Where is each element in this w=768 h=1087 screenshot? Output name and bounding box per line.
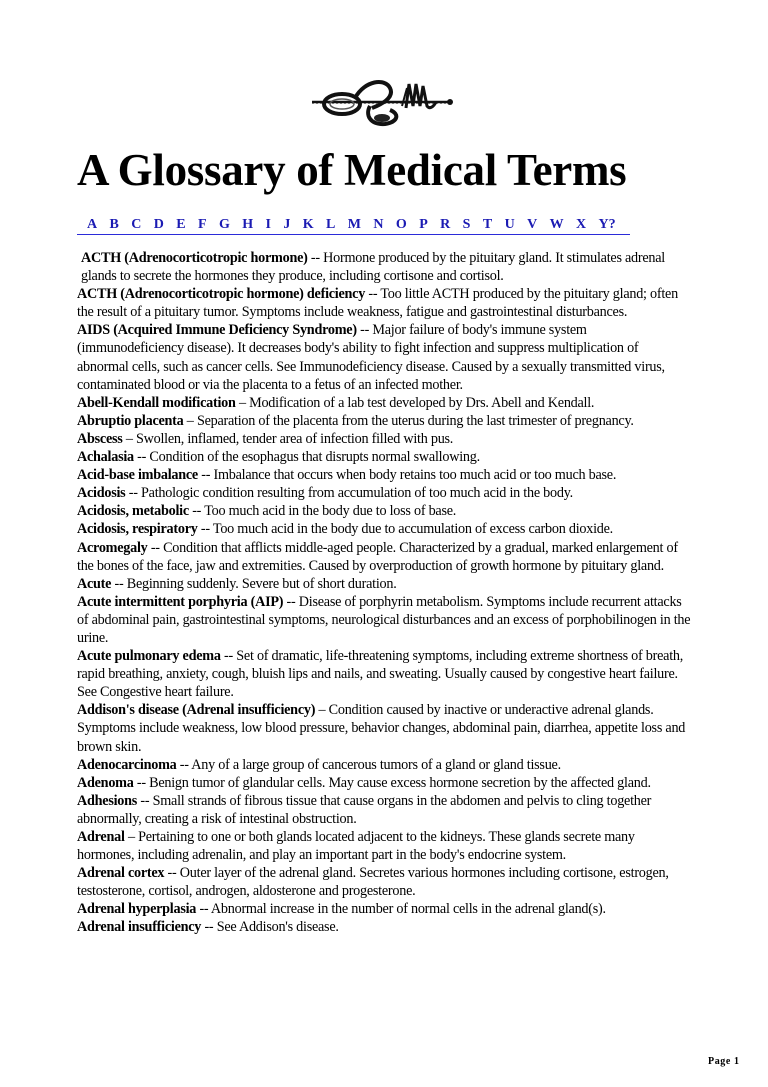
glossary-entry (77, 864, 692, 900)
entry-separator: – (315, 702, 329, 719)
entry-term: Acute intermittent porphyria (AIP) (77, 593, 284, 610)
entry-term: Abell-Kendall modification (77, 394, 236, 411)
alpha-link-k[interactable]: K (302, 217, 314, 232)
entry-term: ACTH (Adrenocorticotropic hormone) deficiency (77, 286, 366, 303)
entry-term: Adrenal hyperplasia (77, 901, 197, 918)
glossary-entry (77, 701, 692, 755)
page-title: A Glossary of Medical Terms (77, 145, 627, 195)
entry-term: ACTH (Adrenocorticotropic hormone) (81, 250, 308, 266)
entry-definition: Pertaining to one or both glands located adjacent to the kidneys. These glands secrete many hormones, including adrenalin, and play an important part in the body's endocrine system. (77, 829, 635, 864)
glossary-entry (77, 520, 692, 538)
glossary-entry (77, 321, 692, 393)
alpha-link-b[interactable]: B (109, 217, 119, 232)
entry-separator: -- (197, 521, 213, 538)
entry-definition: Benign tumor of glandular cells. May cause excess hormone secretion by the affected gland. (149, 774, 651, 791)
entry-definition: Too much acid in the body due to loss of base. (204, 503, 457, 520)
entry-separator: – (183, 412, 197, 429)
entry-definition: Any of a large group of cancerous tumors of a gland or gland tissue. (191, 756, 561, 773)
entry-separator: -- (133, 449, 150, 466)
entry-term: Adrenal cortex (77, 865, 165, 882)
entry-definition: Outer layer of the adrenal gland. Secretes various hormones including cortisone, estrogen, testosterone, cortisol, androgen, aldosterone and progesterone. (77, 865, 669, 900)
entry-separator: -- (188, 503, 205, 520)
alpha-link-h[interactable]: H (242, 217, 254, 232)
alpha-link-g[interactable]: G (218, 217, 230, 232)
entry-term: Achalasia (77, 449, 134, 466)
entry-definition: Hormone produced by the pituitary gland. It stimulates adrenal glands to secrete the hormones they produce, including cortisone and cortisol. (81, 250, 666, 285)
alpha-link-p[interactable]: P (419, 217, 428, 232)
entry-separator: -- (196, 901, 211, 918)
entry-term: Abruptio placenta (77, 412, 184, 429)
entry-separator: – (122, 430, 136, 447)
entry-definition: Imbalance that occurs when body retains too much acid or too much base. (213, 467, 617, 484)
entry-term: Acid-base imbalance (77, 467, 198, 484)
glossary-entry (77, 918, 692, 936)
alpha-link-m[interactable]: M (347, 217, 361, 232)
entry-separator: -- (307, 250, 324, 266)
glossary-entry (77, 792, 692, 828)
alpha-link-j[interactable]: J (283, 217, 291, 232)
glossary-entry (77, 593, 692, 647)
entry-definition: Small strands of fibrous tissue that cause organs in the abdomen and pelvis to cling together abnormally, creating a risk of intestinal obstruction. (77, 792, 652, 827)
entry-definition: Modification of a lab test developed by Drs. Abell and Kendall. (249, 394, 595, 411)
logo (310, 70, 455, 130)
entry-term: Acidosis (77, 485, 126, 502)
glossary-entry (77, 394, 692, 412)
glossary-entry (77, 575, 692, 593)
glossary-entry (77, 430, 692, 448)
entry-definition: Separation of the placenta from the uterus during the last trimester of pregnancy. (196, 412, 634, 429)
entry-separator: -- (220, 648, 237, 665)
alpha-link-v[interactable]: V (527, 217, 538, 232)
glossary-entry (77, 774, 692, 792)
entry-separator: -- (133, 774, 150, 791)
entry-term: Adenocarcinoma (77, 756, 177, 773)
alpha-link-s[interactable]: S (462, 217, 471, 232)
entry-definition: See Addison's disease. (216, 919, 339, 936)
entry-separator: -- (111, 575, 127, 592)
entry-definition: Set of dramatic, life-threatening symptoms, including extreme shortness of breath, rapid breathing, anxiety, cough, bluish lips and nails, and sweating. Usually caused by congestive heart failure. See Congestive heart failure. (77, 648, 684, 701)
alpha-link-c[interactable]: C (131, 217, 142, 232)
entry-definition: Pathologic condition resulting from accumulation of too much acid in the body. (141, 485, 573, 502)
glossary-entry (77, 828, 692, 864)
entry-term: Acromegaly (77, 539, 148, 556)
entry-separator: -- (147, 539, 164, 556)
alpha-link-r[interactable]: R (440, 217, 451, 232)
page-number: Page 1 (708, 1056, 740, 1067)
glossary-entry (77, 539, 692, 575)
glossary-entry (77, 647, 692, 701)
glossary-entry (77, 484, 692, 502)
entry-separator: -- (356, 322, 373, 339)
alpha-link-a[interactable]: A (87, 217, 98, 232)
entry-term: Acute pulmonary edema (77, 648, 221, 665)
glossary-entry (77, 285, 692, 321)
entry-definition: Condition caused by inactive or underactive adrenal glands. Symptoms include weakness, low blood pressure, behavior changes, abdominal pain, diarrhea, appetite loss and brown skin. (77, 702, 686, 755)
entry-definition: Condition that afflicts middle-aged people. Characterized by a gradual, marked enlargement of the bones of the face, jaw and extremities. Caused by overproduction of growth hormone by pituitary gland. (77, 539, 678, 574)
entry-separator: -- (176, 756, 192, 773)
alpha-link-e[interactable]: E (176, 217, 186, 232)
glossary-entry (77, 466, 692, 484)
alpha-link-y[interactable]: Y? (598, 217, 616, 232)
entry-separator: – (124, 829, 139, 845)
entry-separator: -- (197, 467, 214, 484)
entry-term: Abscess (77, 430, 123, 447)
alpha-link-x[interactable]: X (576, 217, 587, 232)
entry-term: Acute (77, 575, 112, 592)
alpha-link-t[interactable]: T (482, 217, 493, 232)
entry-separator: -- (283, 593, 299, 610)
entry-separator: -- (201, 919, 217, 936)
glossary-entry (77, 412, 692, 430)
entry-definition: Beginning suddenly. Severe but of short duration. (126, 575, 397, 592)
entry-separator: -- (137, 792, 153, 809)
entry-separator: -- (164, 865, 180, 882)
glossary-list (77, 249, 692, 937)
entry-definition: Abnormal increase in the number of normal cells in the adrenal gland(s). (210, 901, 606, 918)
entry-term: Adhesions (77, 792, 138, 809)
entry-term: Acidosis, respiratory (77, 521, 198, 538)
glossary-entry (77, 756, 692, 774)
entry-definition: Too little ACTH produced by the pituitary gland; often the result of a pituitary tumor. Symptoms include weakness, fatigue and gastrointestinal disturbances. (77, 286, 678, 321)
entry-definition: Major failure of body's immune system (immunodeficiency disease). It decreases body's ability to fight infection and suppress multiplication of abnormal cells, such as cancer cells. See Immunodeficiency disease. Caused by a sexually transmitted virus, contaminated blood or via the placenta to a fetus of an infected mother. (77, 322, 665, 393)
glossary-entry (77, 448, 692, 466)
glossary-entry (77, 900, 692, 918)
entry-definition: Too much acid in the body due to accumulation of excess carbon dioxide. (212, 521, 613, 538)
caduceus-snake-ornament-icon (310, 70, 455, 130)
alpha-link-f[interactable]: F (198, 217, 207, 232)
entry-term: Adrenal insufficiency (77, 919, 202, 936)
entry-term: Addison's disease (Adrenal insufficiency) (77, 702, 316, 719)
entry-definition: Condition of the esophagus that disrupts normal swallowing. (149, 449, 480, 466)
alpha-link-i[interactable]: I (265, 217, 271, 232)
entry-definition: Disease of porphyrin metabolism. Symptoms include recurrent attacks of abdominal pain, gastrointestinal symptoms, neurological disturbances and an excess of porphobilinogen in the urine. (77, 593, 691, 646)
glossary-entry (77, 249, 692, 285)
alpha-link-d[interactable]: D (153, 217, 164, 232)
entry-term: AIDS (Acquired Immune Deficiency Syndrome) (77, 322, 357, 339)
alpha-link-n[interactable]: N (373, 217, 384, 232)
glossary-entry (77, 502, 692, 520)
alpha-link-u[interactable]: U (504, 217, 515, 232)
alpha-link-o[interactable]: O (395, 217, 407, 232)
entry-definition: Swollen, inflamed, tender area of infection filled with pus. (135, 430, 454, 447)
entry-separator: – (235, 394, 250, 411)
entry-term: Acidosis, metabolic (77, 503, 189, 520)
alpha-link-w[interactable]: W (549, 217, 564, 232)
entry-separator: -- (365, 286, 381, 303)
entry-term: Adrenal (77, 829, 125, 845)
entry-term: Adenoma (77, 774, 134, 791)
alphabet-nav (77, 213, 630, 235)
entry-separator: -- (125, 485, 141, 502)
alpha-link-l[interactable]: L (326, 217, 336, 232)
